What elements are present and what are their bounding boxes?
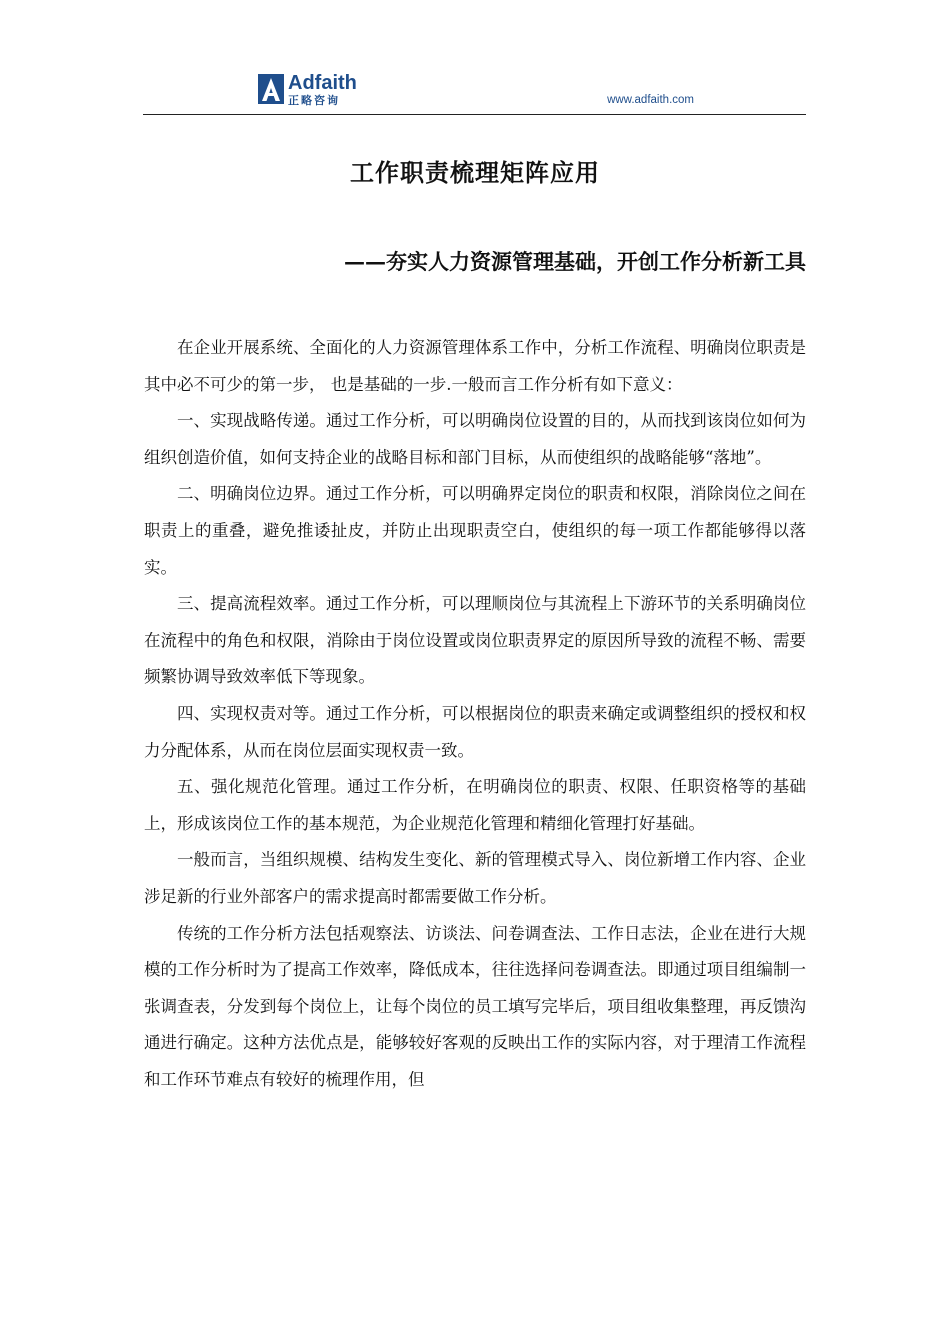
- paragraph-standardization: 五、强化规范化管理。通过工作分析，在明确岗位的职责、权限、任职资格等的基础上，形成该岗位工作的基本规范，为企业规范化管理和精细化管理打好基础。: [144, 777, 806, 833]
- document-body: [144, 330, 806, 1098]
- page-header: [143, 66, 806, 115]
- paragraph-boundary: 二、明确岗位边界。通过工作分析，可以明确界定岗位的职责和权限，消除岗位之间在职责上的重叠，避免推诿扯皮，并防止出现职责空白，使组织的每一项工作都能够得以落实。: [144, 484, 806, 577]
- paragraph-when-to-analyze: 一般而言，当组织规模、结构发生变化、新的管理模式导入、岗位新增工作内容、企业涉足新的行业外部客户的需求提高时都需要做工作分析。: [144, 850, 806, 906]
- adfaith-logo-icon: [258, 74, 284, 104]
- paragraph-efficiency: 三、提高流程效率。通过工作分析，可以理顺岗位与其流程上下游环节的关系明确岗位在流程中的角色和权限，消除由于岗位设置或岗位职责界定的原因所导致的流程不畅、需要频繁协调导致效率低下等现象。: [144, 594, 806, 687]
- logo-chinese-name: 正略咨询: [288, 93, 340, 107]
- document-title: 工作职责梳理矩阵应用: [350, 158, 600, 187]
- document-subtitle: ——夯实人力资源管理基础，开创工作分析新工具: [344, 249, 806, 274]
- paragraph-strategy: 一、实现战略传递。通过工作分析，可以明确岗位设置的目的，从而找到该岗位如何为组织创造价值，如何支持企业的战略目标和部门目标，从而使组织的战略能够“落地”。: [144, 411, 806, 467]
- paragraph-traditional-methods: 传统的工作分析方法包括观察法、访谈法、问卷调查法、工作日志法，企业在进行大规模的工作分析时为了提高工作效率，降低成本，往往选择问卷调查法。即通过项目组编制一张调查表，分发到每个岗位上，让每个岗位的员工填写完毕后，项目组收集整理，再反馈沟通进行确定。这种方法优点是，能够较好客观的反映出工作的实际内容，对于理清工作流程和工作环节难点有较好的梳理作用，但: [144, 923, 806, 1089]
- paragraph-authority: 四、实现权责对等。通过工作分析，可以根据岗位的职责来确定或调整组织的授权和权力分配体系，从而在岗位层面实现权责一致。: [144, 703, 806, 760]
- website-url: www.adfaith.com: [607, 94, 694, 106]
- paragraph-intro: 在企业开展系统、全面化的人力资源管理体系工作中，分析工作流程、明确岗位职责是其中必不可少的第一步， 也是基础的一步.一般而言工作分析有如下意义：: [144, 338, 806, 394]
- logo-english-name: Adfaith: [288, 71, 357, 94]
- adfaith-logo: [258, 70, 357, 108]
